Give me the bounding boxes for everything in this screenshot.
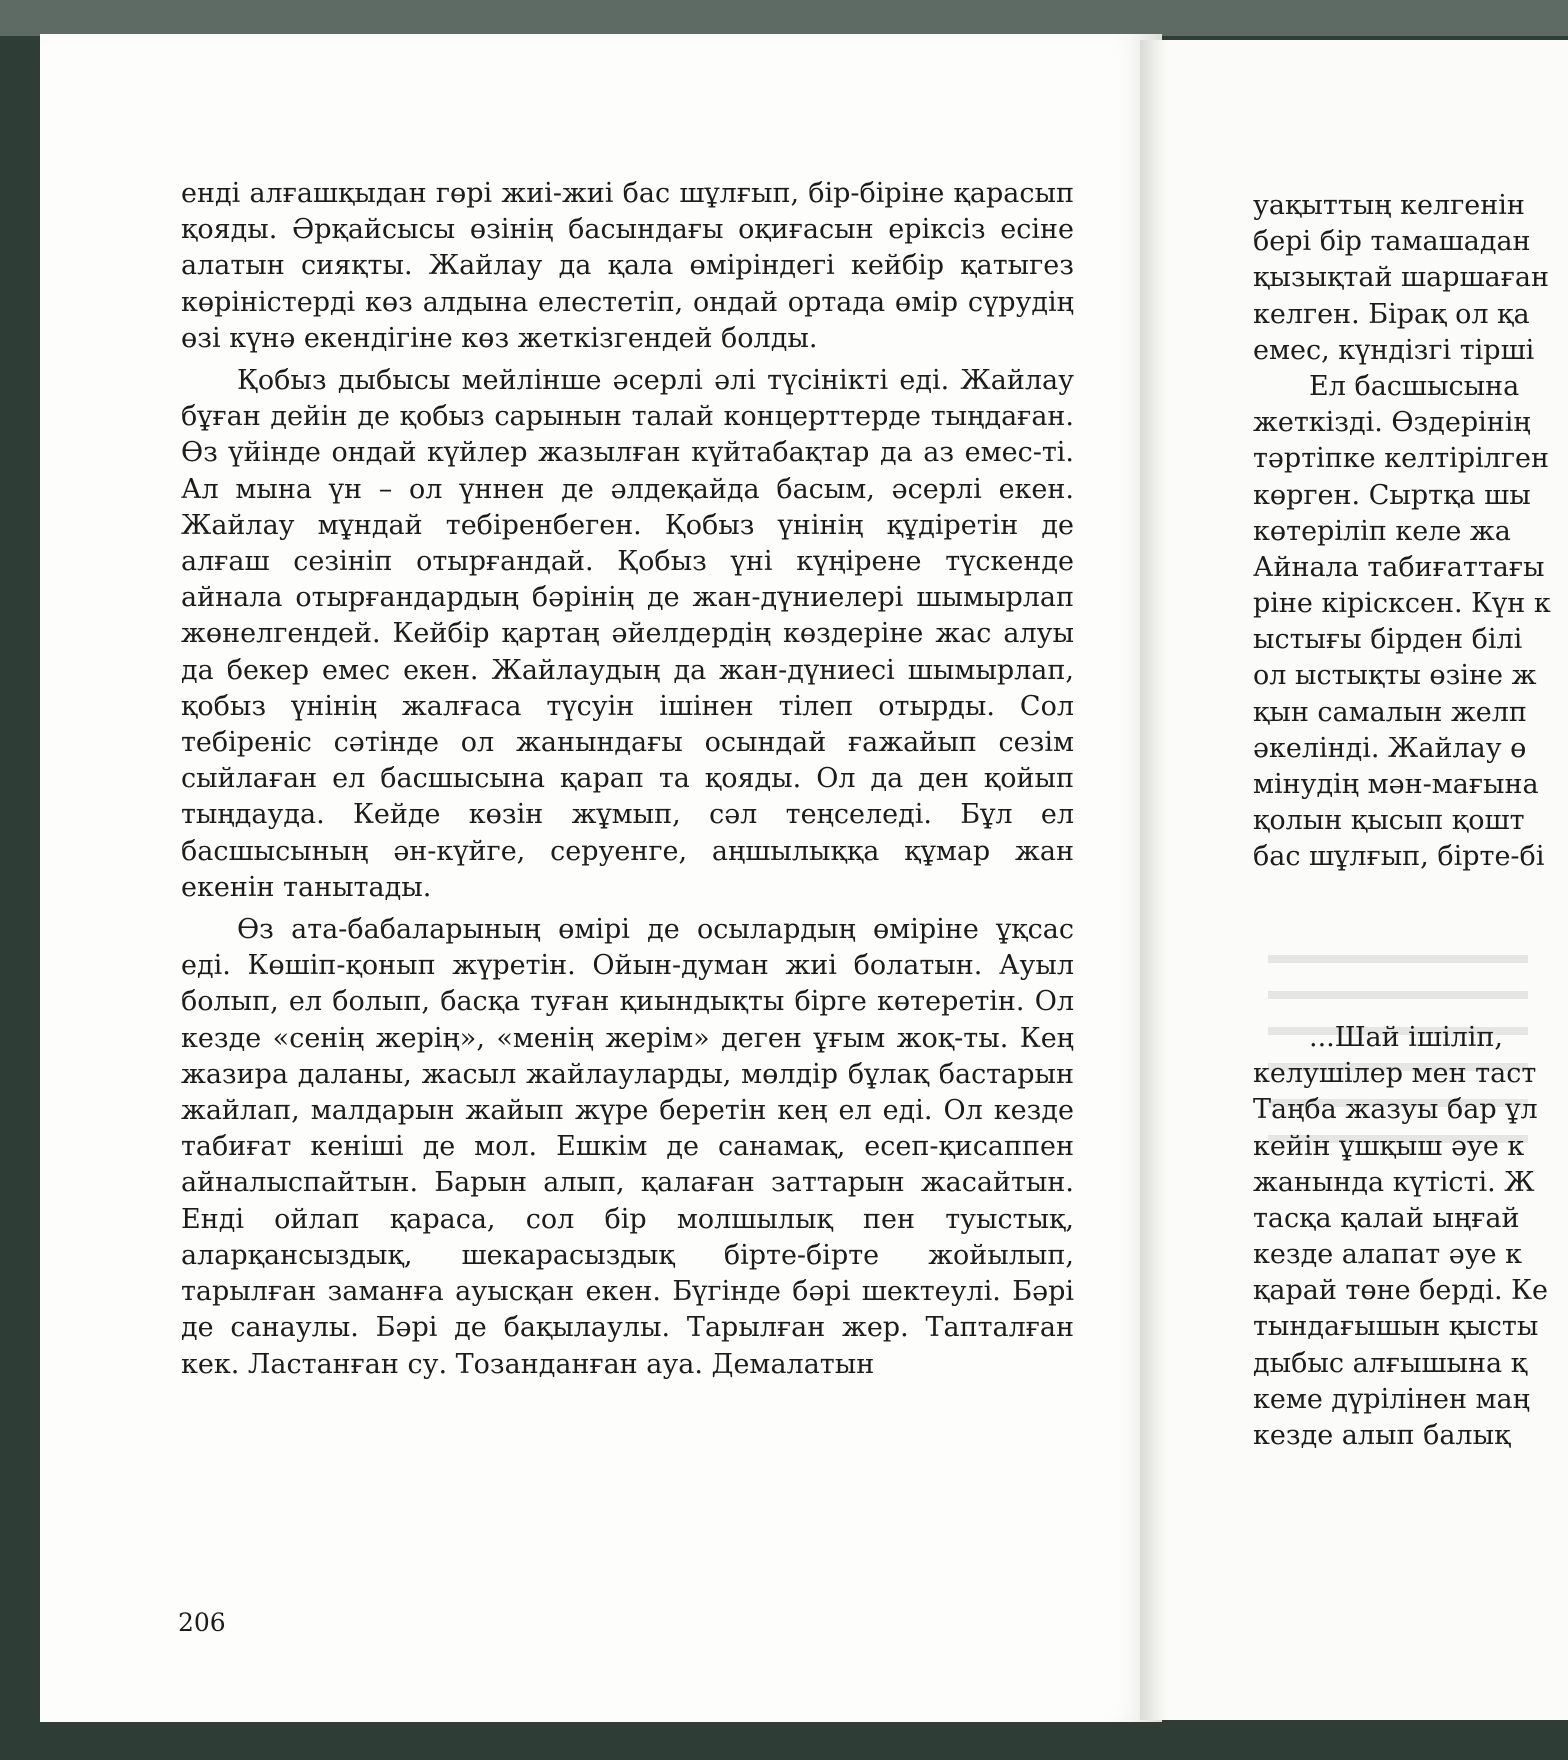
text-line: қын самалын желп [1253, 696, 1527, 728]
text-line: Ел басшысына [1309, 370, 1520, 402]
text-line: тасқа қалай ыңғай [1253, 1202, 1520, 1234]
text-line: ріне кірісксен. Күн к [1253, 588, 1551, 620]
text-line: көрген. Сыртқа шы [1253, 479, 1531, 511]
text-line: жеткізді. Өздерінің [1253, 407, 1531, 439]
text-line: ...Шай ішіліп, [1309, 1021, 1503, 1053]
section-gap [1253, 876, 1568, 948]
text-line: дыбыс алғышына қ [1253, 1347, 1528, 1379]
text-line [1253, 948, 1568, 984]
page-number: 206 [178, 1608, 226, 1637]
text-line: уақыттың келгенін [1253, 190, 1525, 221]
text-line: мінудің мән-мағына [1253, 769, 1539, 800]
text-line: қолын қысып қошт [1253, 805, 1525, 837]
right-page-body [1253, 188, 1568, 1454]
text-line: тәртіпке келтірілген [1253, 443, 1549, 475]
text-line: көтеріліп келе жа [1253, 515, 1511, 547]
text-line: бас шұлғып, бірте-бі [1253, 841, 1545, 873]
text-line: кезде алып балық [1253, 1420, 1511, 1451]
text-line: келушілер мен таст [1253, 1058, 1537, 1090]
text-line: келген. Бірақ ол қа [1253, 298, 1530, 330]
right-page [1168, 40, 1568, 1720]
text-line: қарай төне берді. Ке [1253, 1275, 1548, 1307]
text-line: кейін ұшқыш әуе к [1253, 1130, 1525, 1162]
text-line: ыстығы бірден білі [1253, 624, 1523, 656]
text-line: кеме дүрілінен маң [1253, 1383, 1530, 1415]
text-line: емес, күндізгі тірші [1253, 334, 1535, 366]
scan-border [0, 0, 1568, 36]
paragraph: енді алғашқыдан гөрі жиі-жиі бас шұлғып, бір-біріне қарасып қояды. Әрқайсысы өзінің басындағы оқиғасын еріксіз есіне алатын сияқты. Жайлау да қала өміріндегі кейбір қатыгез көріністерді көз алдына елестетіп, ондай ортада өмір сүрудің өзі күнә екендігіне көз жеткізгендей болды. [181, 178, 1074, 354]
paragraph: Қобыз дыбысы мейлінше әсерлі әлі түсінікті еді. Жайлау бұған дейін де қобыз сарынын талай концерттерде тыңдаған. Өз үйінде ондай күйлер жазылған күйтабақтар да аз емес-ті. Ал мына үн – ол үннен де әлдеқайда басым, әсерлі екен. Жайлау мұндай тебіренбеген. Қобыз үнінің құдіретін де алғаш сезініп отырғандай. Қобыз үні күңірене түскенде айнала отырғандардың бәрінің де жан-дүниелері шымырлап жөнелгендей. Кейбір қартаң әйелдердің көздеріне жас алуы да бекер емес екен. Жайлаудың да жан-дүниесі шымырлап, қобыз үнінің жалғаса түсуін ішінен тілеп отырды. Сол тебіреніс сәтінде ол жанындағы осындай ғажайып сезім сыйлаған ел басшысына қарап та қояды. Ол да ден қойып тыңдауда. Кейде көзін жұмып, сәл теңселеді. Бұл ел басшысының ән-күйге, серуенге, аңшылыққа құмар жан екенін танытады. [181, 365, 1074, 903]
left-page-body [181, 176, 1074, 1389]
text-line: Айнала табиғаттағы [1253, 551, 1545, 583]
text-line [1253, 984, 1568, 1020]
text-line: кезде алапат әуе к [1253, 1239, 1523, 1271]
paragraph: Өз ата-бабаларының өмірі де осылардың өміріне ұқсас еді. Көшіп-қонып жүретін. Ойын-думан жиі болатын. Ауыл болып, ел болып, басқа туған қиындықты бірге көтеретін. Ол кезде «сенің жерің», «менің жерім» деген ұғым жоқ-ты. Кең жазира даланы, жасыл жайлауларды, мөлдір бұлақ бастарын жайлап, малдарын жайып жүре беретін кең ел еді. Ол кезде табиғат кеніші де мол. Ешкім де санамақ, есеп-қисаппен айналыспайтын. Барын алып, қалаған заттарын жасайтын. Енді ойлап қараса, сол бір молшылық пен туыстық, аларқансыздық, шекарасыздық бірте-бірте жойылып, тарылған заманға ауысқан екен. Бүгінде бәрі шектеулі. Бәрі де санаулы. Бәрі де бақылаулы. Тарылған жер. Тапталған кек. Ластанған су. Тозанданған ауа. Демалатын [181, 914, 1074, 1380]
text-line: ол ыстықты өзіне ж [1253, 660, 1537, 692]
text-line: қызықтай шаршаған [1253, 262, 1549, 294]
text-line: жанында күтісті. Ж [1253, 1166, 1535, 1198]
text-line: Таңба жазуы бар ұл [1253, 1094, 1538, 1126]
text-line: бері бір тамашадан [1253, 226, 1531, 258]
text-line: тындағышын қысты [1253, 1311, 1539, 1343]
text-line: әкелінді. Жайлау ө [1253, 732, 1527, 764]
